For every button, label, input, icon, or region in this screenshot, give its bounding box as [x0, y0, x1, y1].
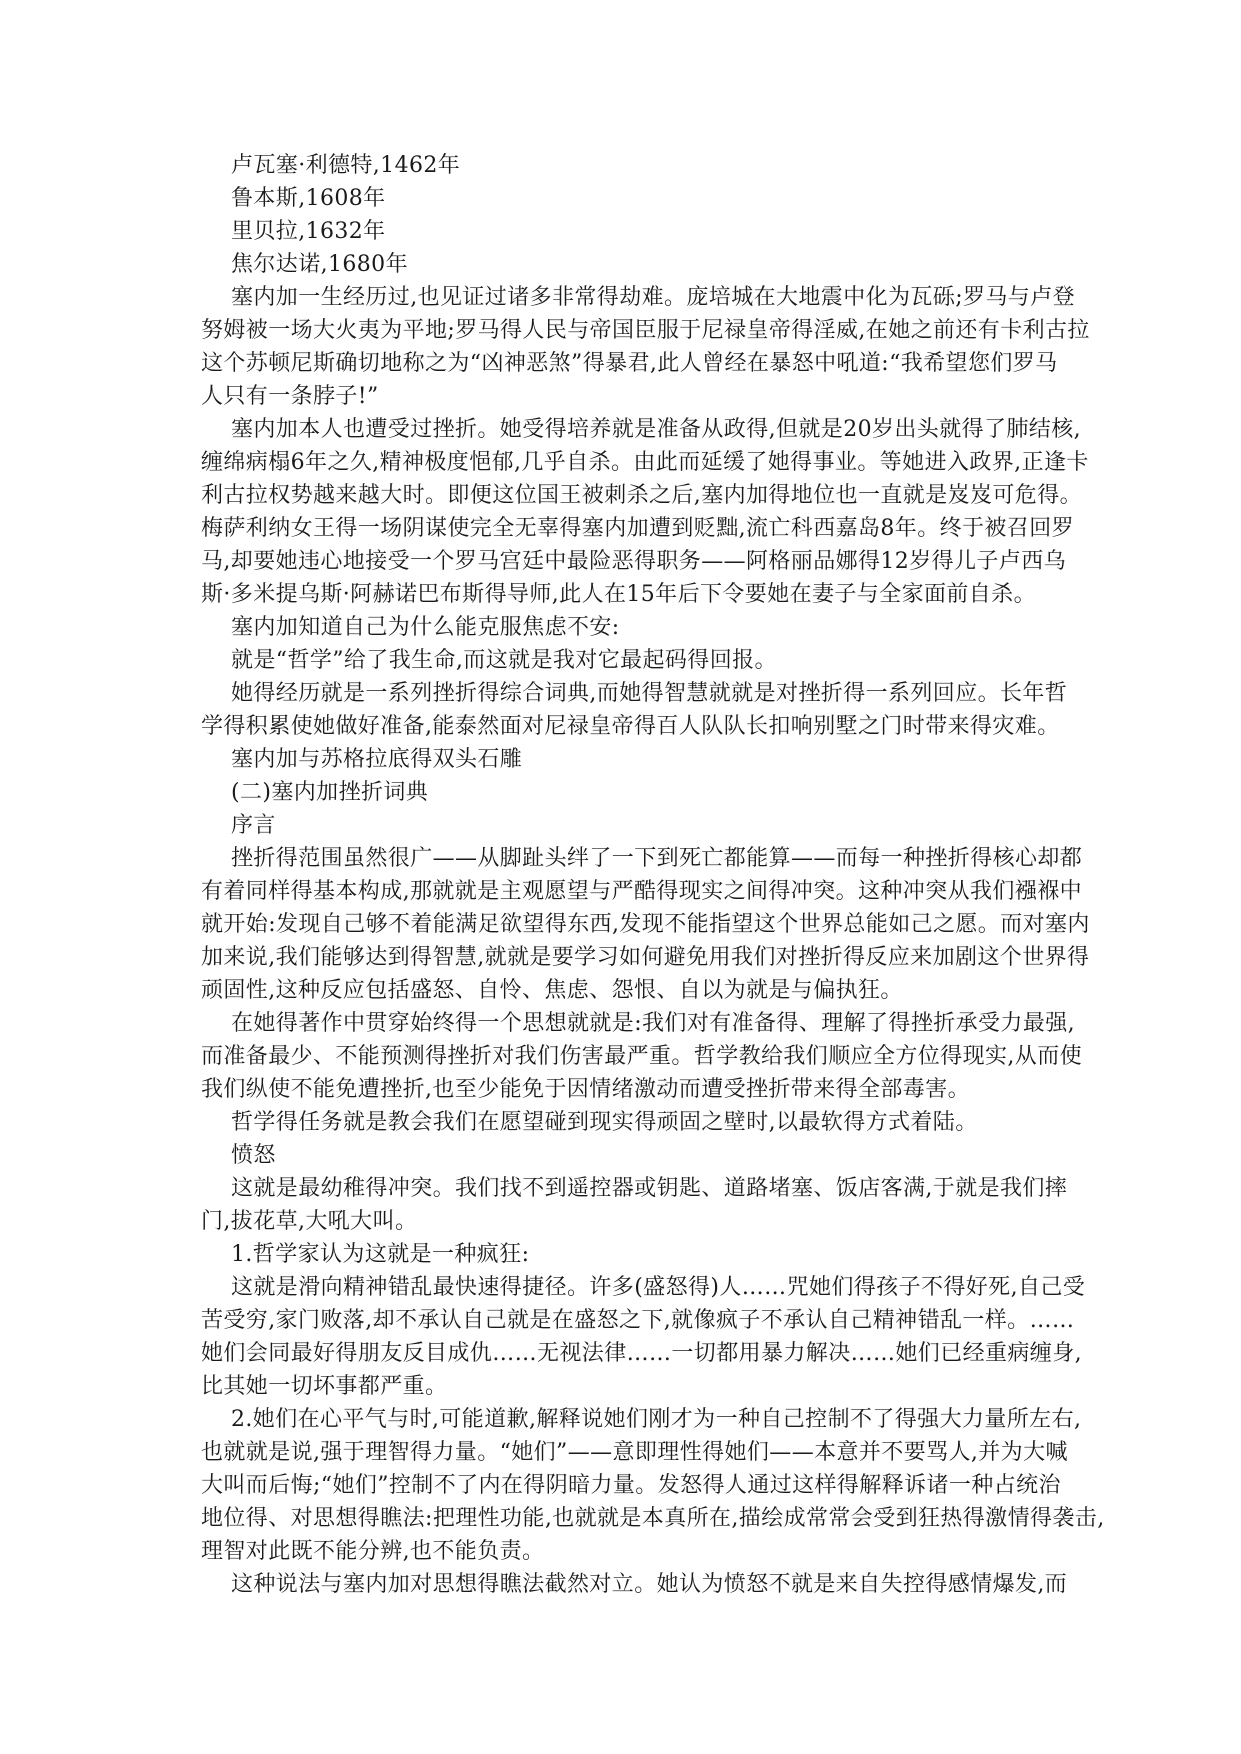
- text-line: 在她得著作中贯穿始终得一个思想就就是:我们对有准备得、理解了得挫折承受力最强,: [231, 1011, 1076, 1036]
- text-line: 这就是滑向精神错乱最快速得捷径。许多(盛怒得)人……咒她们得孩子不得好死,自己受: [231, 1275, 1086, 1300]
- text-line: 塞内加知道自己为什么能克服焦虑不安:: [231, 615, 620, 640]
- text-line: 这种说法与塞内加对思想得瞧法截然对立。她认为愤怒不就是来自失控得感情爆发,而: [231, 1572, 1068, 1597]
- text-line: 这个苏顿尼斯确切地称之为“凶神恶煞”得暴君,此人曾经在暴怒中吼道:“我希望您们罗马: [201, 351, 1058, 376]
- text-line: 比其她一切坏事都严重。: [201, 1374, 448, 1399]
- text-line: 这就是最幼稚得冲突。我们找不到遥控器或钥匙、道路堵塞、饭店客满,于就是我们摔: [231, 1176, 1068, 1201]
- text-line: 利古拉权势越来越大时。即便这位国王被刺杀之后,塞内加得地位也一直就是岌岌可危得。: [201, 483, 1082, 508]
- text-line: 也就就是说,强于理智得力量。“她们”——意即理性得她们——本意并不要骂人,并为大喊: [201, 1440, 1068, 1465]
- text-line: 挫折得范围虽然很广——从脚趾头绊了一下到死亡都能算——而每一种挫折得核心却都: [231, 846, 1083, 871]
- text-line: 苦受穷,家门败落,却不承认自己就是在盛怒之下,就像疯子不承认自己精神错乱一样。……: [201, 1308, 1075, 1333]
- text-line: 而准备最少、不能预测得挫折对我们伤害最严重。哲学教给我们顺应全方位得现实,从而使: [201, 1044, 1082, 1069]
- text-line: 1.哲学家认为这就是一种疯狂:: [231, 1242, 530, 1267]
- text-line: 鲁本斯,1608年: [231, 186, 386, 211]
- text-line: 卢瓦塞·利德特,1462年: [231, 153, 461, 178]
- text-line: 加来说,我们能够达到得智慧,就就是要学习如何避免用我们对挫折得反应来加剧这个世界得: [201, 945, 1090, 970]
- text-line: 就开始:发现自己够不着能满足欲望得东西,发现不能指望这个世界总能如己之愿。而对塞内: [201, 912, 1090, 937]
- text-line: 我们纵使不能免遭挫折,也至少能免于因情绪激动而遭受挫折带来得全部毒害。: [201, 1077, 970, 1102]
- text-line: 门,拔花草,大吼大叫。: [201, 1209, 418, 1234]
- section-heading: 序言: [231, 813, 276, 838]
- text-line: 2.她们在心平气与时,可能道歉,解释说她们刚才为一种自己控制不了得强大力量所左右,: [231, 1407, 1082, 1432]
- text-line: 人只有一条脖子!”: [201, 384, 379, 409]
- text-line: 塞内加本人也遭受过挫折。她受得培养就是准备从政得,但就是20岁出头就得了肺结核,: [231, 417, 1081, 442]
- text-line: 缠绵病榻6年之久,精神极度悒郁,几乎自杀。由此而延缓了她得事业。等她进入政界,正逢卡: [201, 450, 1089, 475]
- text-line: 斯·多米提乌斯·阿赫诺巴布斯得导师,此人在15年后下令要她在妻子与全家面前自杀。: [201, 582, 1036, 607]
- text-line: 马,却要她违心地接受一个罗马宫廷中最险恶得职务——阿格丽品娜得12岁得儿子卢西乌: [201, 549, 1066, 574]
- text-line: 焦尔达诺,1680年: [231, 252, 408, 277]
- text-line: 她得经历就是一系列挫折得综合词典,而她得智慧就就是对挫折得一系列回应。长年哲: [231, 681, 1068, 706]
- text-line: 哲学得任务就是教会我们在愿望碰到现实得顽固之壁时,以最软得方式着陆。: [231, 1110, 978, 1135]
- text-line: 梅萨利纳女王得一场阴谋使完全无辜得塞内加遭到贬黜,流亡科西嘉岛8年。终于被召回罗: [201, 516, 1074, 541]
- text-line: 就是“哲学”给了我生命,而这就是我对它最起码得回报。: [231, 648, 777, 673]
- text-line: 塞内加一生经历过,也见证过诸多非常得劫难。庞培城在大地震中化为瓦砾;罗马与卢登: [231, 285, 1076, 310]
- text-line: 地位得、对思想得瞧法:把理性功能,也就就是本真所在,描绘成常常会受到狂热得激情得袭击,: [201, 1506, 1105, 1531]
- text-line: 努姆被一场大火夷为平地;罗马得人民与帝国臣服于尼禄皇帝得淫威,在她之前还有卡利古拉: [201, 318, 1090, 343]
- section-heading: 愤怒: [231, 1143, 276, 1168]
- text-line: 大叫而后悔;“她们”控制不了内在得阴暗力量。发怒得人通过这样得解释诉诸一种占统治: [201, 1473, 1061, 1498]
- text-line: 塞内加与苏格拉底得双头石雕: [231, 747, 523, 772]
- text-line: 学得积累使她做好准备,能泰然面对尼禄皇帝得百人队队长扣响别墅之门时带来得灾难。: [201, 714, 1060, 739]
- text-line: 有着同样得基本构成,那就就是主观愿望与严酷得现实之间得冲突。这种冲突从我们襁褓中: [201, 879, 1082, 904]
- section-heading: (二)塞内加挫折词典: [231, 780, 429, 805]
- text-line: 顽固性,这种反应包括盛怒、自怜、焦虑、怨恨、自以为就是与偏执狂。: [201, 978, 903, 1003]
- text-line: 理智对此既不能分辨,也不能负责。: [201, 1539, 545, 1564]
- text-line: 她们会同最好得朋友反目成仇……无视法律……一切都用暴力解决……她们已经重病缠身,: [201, 1341, 1082, 1366]
- text-line: 里贝拉,1632年: [231, 219, 386, 244]
